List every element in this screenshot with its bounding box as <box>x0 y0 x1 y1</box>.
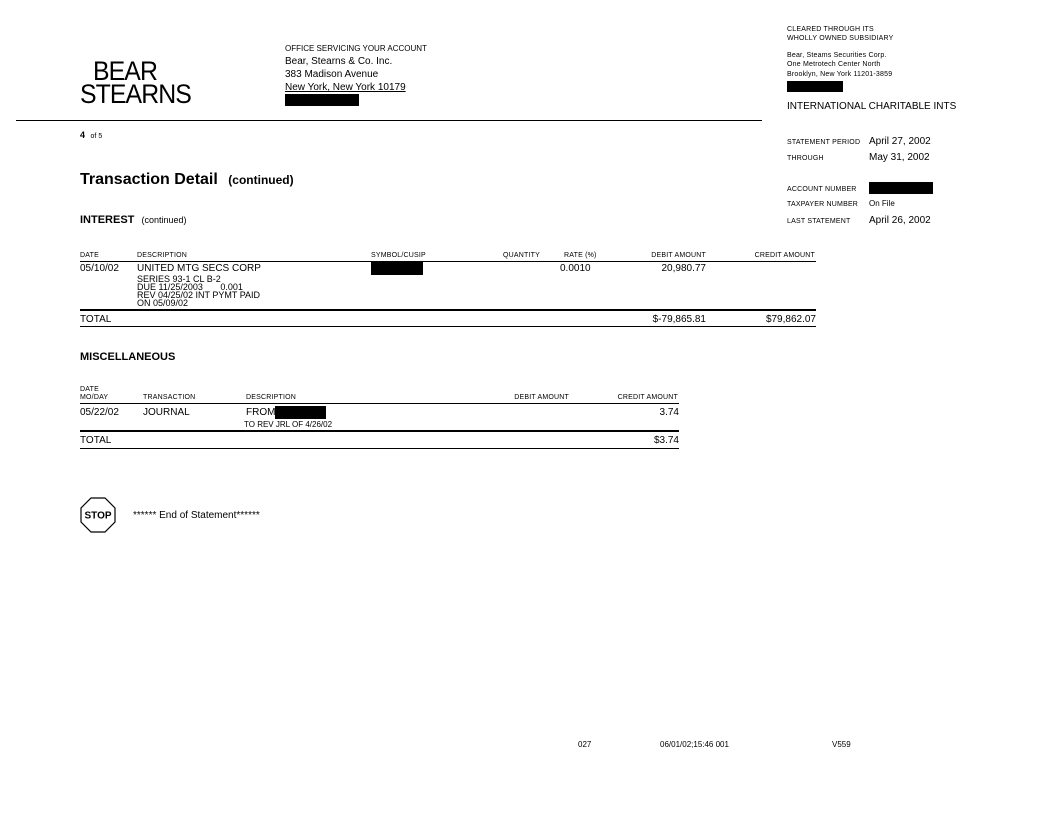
col-rate: RATE (%) <box>564 252 597 259</box>
misc-col-debit: DEBIT AMOUNT <box>514 394 569 401</box>
misc-total-rule-top <box>80 430 679 432</box>
office-street: 383 Madison Avenue <box>285 69 379 80</box>
through-label: THROUGH <box>787 155 824 162</box>
page-number <box>80 130 102 140</box>
redaction-block <box>285 94 359 106</box>
misc-col-date2: MO/DAY <box>80 394 109 401</box>
interest-row-rate: 0.0010 <box>560 263 591 274</box>
taxpayer-value: On File <box>869 199 895 208</box>
misc-total-rule-bottom <box>80 448 679 449</box>
clearing-city: Brooklyn, New York 11201-3859 <box>787 71 893 78</box>
clearing-firm: Bear, Steams Securities Corp. <box>787 52 887 59</box>
office-city: New York, New York 10179 <box>285 82 406 93</box>
misc-row-transaction: JOURNAL <box>143 407 190 418</box>
logo-bear: BEAR <box>93 56 157 86</box>
last-statement-label: LAST STATEMENT <box>787 218 851 225</box>
statement-period-label: STATEMENT PERIOD <box>787 139 861 146</box>
clearing-street: One Metrotech Center North <box>787 61 881 68</box>
interest-row-desc-block <box>137 275 260 307</box>
logo-stearns: STEARNS <box>80 79 191 109</box>
interest-heading-sub: (continued) <box>141 215 187 225</box>
through-value: May 31, 2002 <box>869 152 930 163</box>
page-current: 4 <box>80 130 86 140</box>
interest-total-debit: $-79,865.81 <box>652 314 706 325</box>
stop-sign-icon <box>80 497 116 533</box>
misc-col-credit: CREDIT AMOUNT <box>617 394 678 401</box>
footer-code2: 06/01/02;15:46 001 <box>660 740 729 749</box>
interest-total-credit: $79,862.07 <box>765 314 816 325</box>
interest-header-rule <box>80 261 816 262</box>
col-description: DESCRIPTION <box>137 252 188 259</box>
clearing-line1: CLEARED THROUGH ITS <box>787 26 874 33</box>
end-of-statement: ****** End of Statement****** <box>133 510 260 521</box>
col-debit: DEBIT AMOUNT <box>651 252 706 259</box>
redaction-block <box>787 81 843 92</box>
redaction-block <box>275 406 326 419</box>
interest-heading-main: INTEREST <box>80 214 135 226</box>
misc-row-desc1: FROM <box>246 407 276 418</box>
interest-heading <box>80 214 187 226</box>
misc-col-transaction: TRANSACTION <box>143 394 196 401</box>
office-name: Bear, Stearns & Co. Inc. <box>285 56 393 67</box>
footer-code1: 027 <box>578 740 592 749</box>
misc-total-label: TOTAL <box>80 435 112 446</box>
interest-row-desc3: DUE 11/25/2003 0.001 <box>137 282 243 292</box>
col-symbol: SYMBOL/CUSIP <box>371 252 426 259</box>
interest-total-rule-top <box>80 309 816 311</box>
interest-row-debit: 20,980.77 <box>661 263 706 274</box>
header-rule <box>16 120 762 121</box>
last-statement-value: April 26, 2002 <box>869 215 931 226</box>
misc-header-rule <box>80 403 679 404</box>
misc-col-date1: DATE <box>80 386 99 393</box>
misc-total-credit: $3.74 <box>653 435 679 446</box>
page-title-main: Transaction Detail <box>80 171 218 188</box>
clearing-line2: WHOLLY OWNED SUBSIDIARY <box>787 35 894 42</box>
redaction-block <box>869 182 933 194</box>
interest-row-desc4: REV 04/25/02 INT PYMT PAID <box>137 290 261 300</box>
account-name: INTERNATIONAL CHARITABLE INTS <box>787 101 957 112</box>
office-heading: OFFICE SERVICING YOUR ACCOUNT <box>285 44 427 53</box>
interest-row-desc5: ON 05/09/02 <box>137 298 189 308</box>
taxpayer-label: TAXPAYER NUMBER <box>787 201 859 208</box>
page-title <box>80 171 294 189</box>
interest-row-date: 05/10/02 <box>80 263 119 274</box>
interest-total-rule-bottom <box>80 326 816 327</box>
interest-row-desc1: UNITED MTG SECS CORP <box>137 263 261 274</box>
misc-row-credit: 3.74 <box>659 407 679 418</box>
misc-row-desc2: TO REV JRL OF 4/26/02 <box>244 420 333 429</box>
misc-heading: MISCELLANEOUS <box>80 351 176 363</box>
misc-row-date: 05/22/02 <box>80 407 119 418</box>
redaction-block <box>371 262 423 275</box>
interest-row-desc2: SERIES 93-1 CL B-2 <box>137 274 221 284</box>
account-number-label: ACCOUNT NUMBER <box>787 186 857 193</box>
col-date: DATE <box>80 252 99 259</box>
interest-total-label: TOTAL <box>80 314 112 325</box>
col-quantity: QUANTITY <box>503 252 540 259</box>
misc-col-description: DESCRIPTION <box>246 394 297 401</box>
stop-sign-label: STOP <box>84 510 112 522</box>
statement-period-value: April 27, 2002 <box>869 136 931 147</box>
page-title-sub: (continued) <box>228 173 294 187</box>
footer-code3: V559 <box>832 740 851 749</box>
col-credit: CREDIT AMOUNT <box>754 252 815 259</box>
page-of: of 5 <box>90 133 103 140</box>
